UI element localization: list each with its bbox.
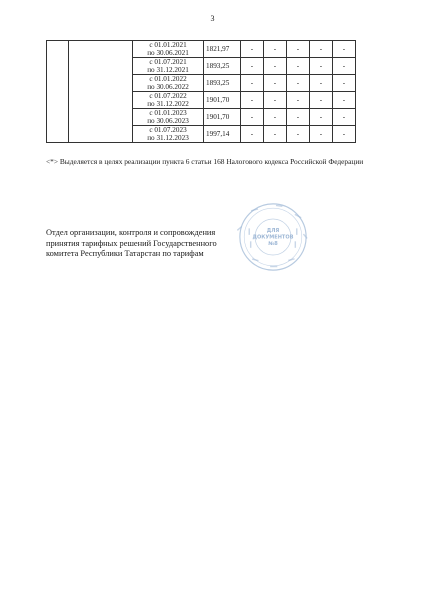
dash-cell: - [241, 126, 264, 143]
signature-line: принятия тарифных решений Государственного [46, 238, 217, 248]
signature-block [46, 228, 256, 260]
dash-cell: - [333, 58, 356, 75]
period-cell [133, 92, 204, 109]
dash-cell: - [241, 58, 264, 75]
tariff-value-cell: 1901,70 [204, 109, 241, 126]
period-cell [133, 41, 204, 58]
dash-cell: - [287, 92, 310, 109]
tariff-value-cell: 1893,25 [204, 75, 241, 92]
dash-cell: - [264, 41, 287, 58]
page-number: 3 [210, 14, 215, 23]
dash-cell: - [241, 92, 264, 109]
footnote: <*> Выделяется в целях реализации пункта 6 статьи 168 Налогового кодекса Российской Федерации [46, 157, 364, 166]
tariff-value-cell: 1893,25 [204, 58, 241, 75]
period-to: по 30.06.2021 [147, 49, 189, 57]
dash-cell: - [310, 109, 333, 126]
dash-cell: - [264, 75, 287, 92]
dash-cell: - [287, 126, 310, 143]
dash-cell: - [264, 126, 287, 143]
dash-cell: - [310, 41, 333, 58]
dash-cell: - [310, 92, 333, 109]
period-from: с 01.01.2023 [149, 109, 187, 117]
period-from: с 01.07.2023 [149, 126, 187, 134]
period-cell [133, 58, 204, 75]
stamp-text: ДЛЯ [266, 227, 280, 234]
dash-cell: - [287, 109, 310, 126]
dash-cell: - [333, 41, 356, 58]
dash-cell: - [287, 75, 310, 92]
dash-cell: - [310, 126, 333, 143]
dash-cell: - [241, 41, 264, 58]
official-stamp [237, 201, 309, 273]
period-cell [133, 109, 204, 126]
dash-cell: - [333, 126, 356, 143]
dash-cell: - [241, 109, 264, 126]
dash-cell: - [287, 58, 310, 75]
table-cell-empty [69, 41, 133, 143]
dash-cell: - [333, 75, 356, 92]
dash-cell: - [310, 75, 333, 92]
dash-cell: - [264, 109, 287, 126]
tariff-table [46, 40, 356, 143]
period-to: по 31.12.2023 [147, 134, 189, 142]
period-cell [133, 126, 204, 143]
signature-line: Отдел организации, контроля и сопровождения [46, 228, 216, 237]
table-row [47, 41, 356, 58]
period-to: по 31.12.2021 [147, 66, 189, 74]
period-from: с 01.01.2022 [149, 75, 187, 83]
period-from: с 01.07.2022 [149, 92, 187, 100]
dash-cell: - [333, 109, 356, 126]
dash-cell: - [264, 58, 287, 75]
dash-cell: - [241, 75, 264, 92]
dash-cell: - [310, 58, 333, 75]
tariff-table-body [47, 41, 356, 143]
period-from: с 01.07.2021 [149, 58, 187, 66]
period-to: по 30.06.2023 [147, 117, 189, 125]
period-cell [133, 75, 204, 92]
tariff-value-cell: 1901,70 [204, 92, 241, 109]
signature-line: комитета Республики Татарстан по тарифам [46, 249, 204, 258]
stamp-text: №8 [268, 240, 278, 247]
period-to: по 31.12.2022 [147, 100, 189, 108]
tariff-value-cell: 1997,14 [204, 126, 241, 143]
dash-cell: - [287, 41, 310, 58]
period-from: с 01.01.2021 [149, 41, 187, 49]
period-to: по 30.06.2022 [147, 83, 189, 91]
tariff-value-cell: 1821,97 [204, 41, 241, 58]
stamp-text: ДОКУМЕНТОВ [252, 234, 294, 241]
table-cell-empty [47, 41, 69, 143]
dash-cell: - [264, 92, 287, 109]
dash-cell: - [333, 92, 356, 109]
